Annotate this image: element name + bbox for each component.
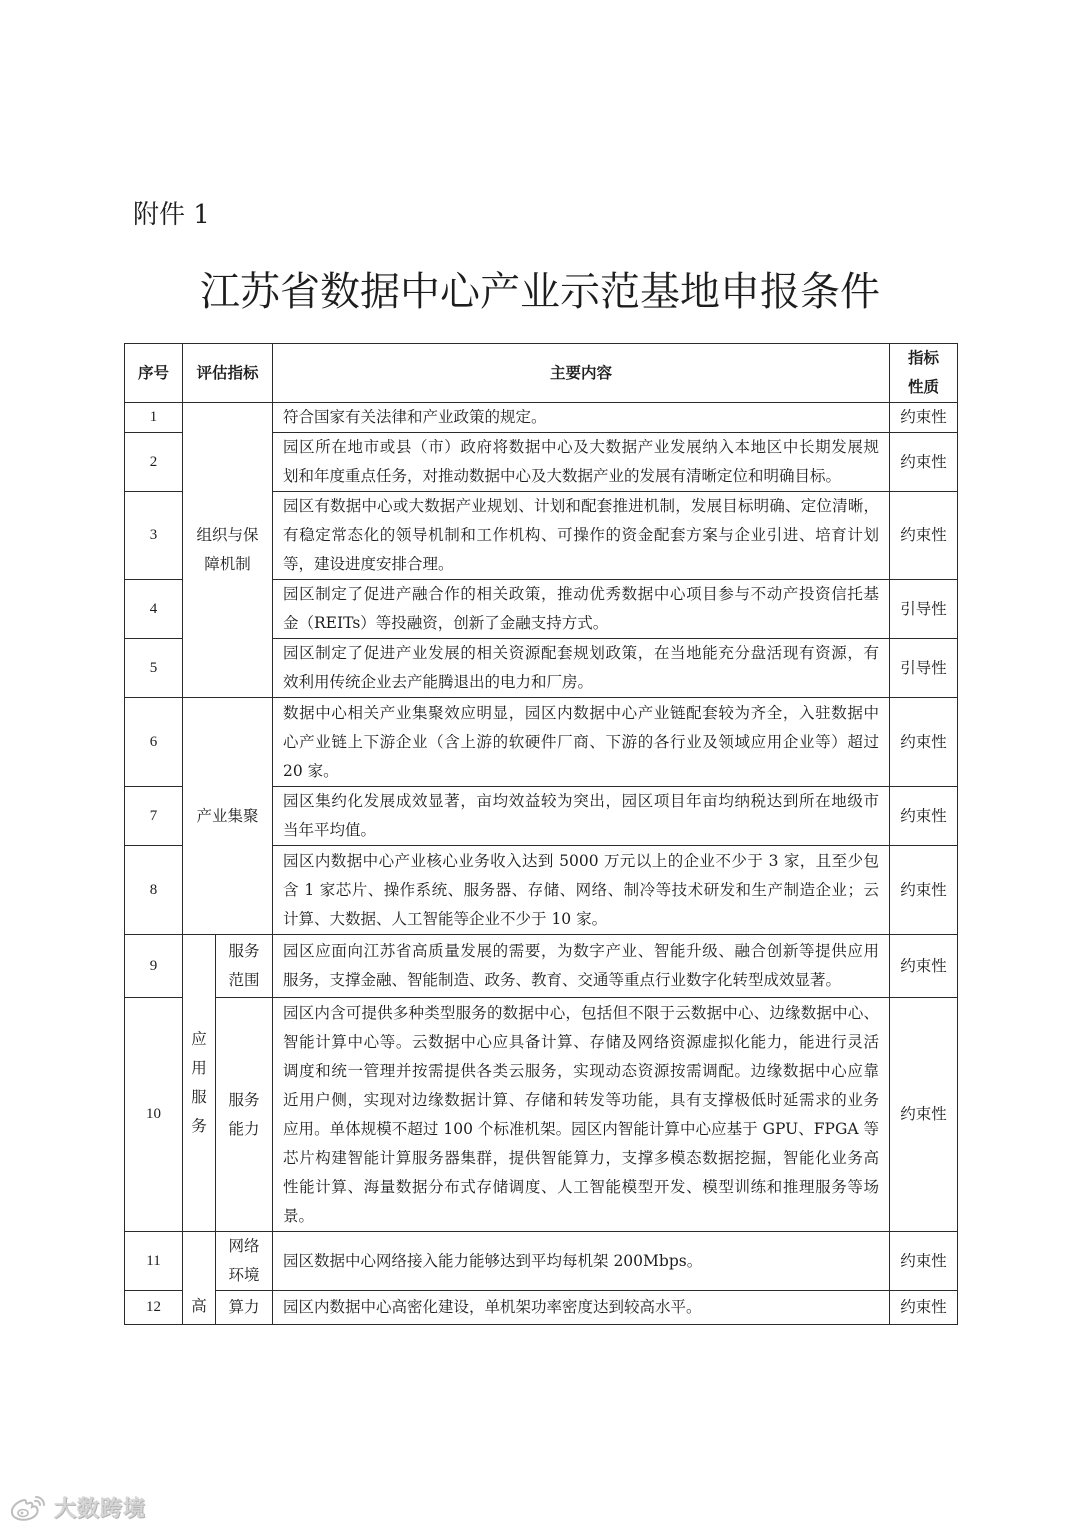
document-title: 江苏省数据中心产业示范基地申报条件: [200, 268, 880, 315]
row-nature: 约束性: [890, 698, 958, 787]
table-row: [125, 1232, 958, 1291]
content-line: 园区集约化发展成效显著，亩均效益较为突出，园区项目年亩均纳税达到所在地级市: [283, 792, 880, 810]
content-line: 芯片构建智能计算服务器集群，提供智能算力，支撑多模态数据挖掘，智能化业务高: [283, 1148, 880, 1167]
indicator-next-group-label: 高: [191, 1297, 207, 1315]
content-line: 应用。单体规模不超过 100 个标准机架。园区内智能计算中心应基于 GPU、FPGA 等: [283, 1119, 880, 1138]
row-number: 11: [125, 1232, 183, 1291]
row-content: [273, 433, 890, 492]
content-line: 园区有数据中心或大数据产业规划、计划和配套推进机制，发展目标明确、定位清晰，: [283, 497, 880, 515]
content-line: 园区制定了促进产融合作的相关政策，推动优秀数据中心项目参与不动产投资信托基: [283, 585, 880, 603]
row-nature: 约束性: [890, 433, 958, 492]
row-content: [273, 846, 890, 935]
row-content: [273, 639, 890, 698]
content-line: 园区制定了促进产业发展的相关资源配套规划政策，在当地能充分盘活现有资源，有: [283, 644, 880, 662]
row-nature: 约束性: [890, 492, 958, 580]
sub-indicator-label: 服务范围: [228, 942, 260, 989]
content-line: 金（REITs）等投融资，创新了金融支持方式。: [283, 614, 609, 632]
content-line: 20 家。: [283, 761, 339, 780]
header-no: 序号: [125, 344, 183, 403]
indicator-next-group: [183, 1232, 216, 1325]
row-number: 2: [125, 433, 183, 492]
row-content: [273, 492, 890, 580]
row-nature: 约束性: [890, 1291, 958, 1325]
content-line: 智能计算中心等。云数据中心应具备计算、存储及网络资源虚拟化能力，能进行灵活: [283, 1032, 880, 1051]
content-line: 调度和统一管理并按需提供各类云服务，实现动态资源按需调配。边缘数据中心应靠: [283, 1061, 880, 1080]
row-number: 8: [125, 846, 183, 935]
header-nature-label: 指标性质: [908, 349, 940, 396]
row-nature: 引导性: [890, 580, 958, 639]
header-indicator: 评估指标: [183, 344, 273, 403]
row-content: [273, 787, 890, 846]
indicator-cluster-label: 产业集聚: [196, 806, 259, 825]
table-row: [125, 998, 958, 1232]
content-line: 园区所在地市或县（市）政府将数据中心及大数据产业发展纳入本地区中长期发展规: [283, 438, 880, 456]
row-content: [273, 935, 890, 998]
row-content: [273, 698, 890, 787]
watermark: [8, 1490, 146, 1524]
content-line: 心产业链上下游企业（含上游的软硬件厂商、下游的各行业及领域应用企业等）超过: [283, 732, 880, 751]
row-content: [273, 998, 890, 1232]
table-header-row: [125, 344, 958, 403]
content-line: 园区内数据中心产业核心业务收入达到 5000 万元以上的企业不少于 3 家，且至少包: [283, 851, 880, 870]
content-line: 景。: [283, 1206, 315, 1225]
row-nature: 约束性: [890, 935, 958, 998]
indicator-organization: [183, 403, 273, 698]
content-line: 园区内数据中心高密化建设，单机架功率密度达到较高水平。: [283, 1298, 702, 1316]
content-line: 数据中心相关产业集聚效应明显，园区内数据中心产业链配套较为齐全，入驻数据中: [283, 703, 880, 722]
table-row: [125, 698, 958, 787]
row-number: 6: [125, 698, 183, 787]
header-nature: [890, 344, 958, 403]
sub-indicator-label: 网络环境: [228, 1237, 260, 1284]
requirements-table: [124, 343, 958, 1325]
content-line: 有稳定常态化的领导机制和工作机构、可操作的资金配套方案与企业引进、培育计划: [283, 526, 880, 544]
content-line: 近用户侧，实现对边缘数据计算、存储和转发等功能，具有支撑极低时延需求的业务: [283, 1090, 880, 1109]
content-line: 当年平均值。: [283, 821, 377, 839]
row-content: [273, 1291, 890, 1325]
indicator-cluster: [183, 698, 273, 935]
row-nature: 约束性: [890, 998, 958, 1232]
row-nature: 约束性: [890, 1232, 958, 1291]
row-number: 9: [125, 935, 183, 998]
content-line: 效利用传统企业去产能腾退出的电力和厂房。: [283, 673, 594, 691]
header-content: 主要内容: [273, 344, 890, 403]
row-number: 12: [125, 1291, 183, 1325]
table-row: [125, 403, 958, 433]
content-line: 符合国家有关法律和产业政策的规定。: [283, 408, 547, 426]
sub-indicator: [216, 998, 273, 1232]
table-row: [125, 1291, 958, 1325]
row-nature: 约束性: [890, 787, 958, 846]
content-line: 性能计算、海量数据分布式存储调度、人工智能模型开发、模型训练和推理服务等场: [283, 1177, 880, 1196]
attachment-label: 附件 1: [133, 200, 210, 230]
content-line: 服务，支撑金融、智能制造、政务、教育、交通等重点行业数字化转型成效显著。: [283, 971, 842, 989]
sub-indicator: [216, 935, 273, 998]
row-number: 7: [125, 787, 183, 846]
row-nature: 约束性: [890, 846, 958, 935]
content-line: 园区内含可提供多种类型服务的数据中心，包括但不限于云数据中心、边缘数据中心、: [283, 1003, 880, 1022]
indicator-application: [183, 935, 216, 1232]
row-content: [273, 403, 890, 433]
content-line: 园区数据中心网络接入能力能够达到平均每机架 200Mbps。: [283, 1251, 703, 1270]
row-nature: 引导性: [890, 639, 958, 698]
indicator-application-label: 应用服务: [191, 1030, 207, 1135]
watermark-text: 大数跨境: [54, 1496, 147, 1522]
sub-indicator-label: 算力: [228, 1298, 260, 1316]
sub-indicator: [216, 1291, 273, 1325]
row-number: 10: [125, 998, 183, 1232]
content-line: 园区应面向江苏省高质量发展的需要，为数字产业、智能升级、融合创新等提供应用: [283, 942, 880, 960]
sub-indicator: [216, 1232, 273, 1291]
row-nature: 约束性: [890, 403, 958, 433]
row-content: [273, 580, 890, 639]
row-content: [273, 1232, 890, 1291]
row-number: 3: [125, 492, 183, 580]
row-number: 1: [125, 403, 183, 433]
row-number: 4: [125, 580, 183, 639]
content-line: 含 1 家芯片、操作系统、服务器、存储、网络、制冷等技术研发和生产制造企业；云: [283, 880, 880, 899]
row-number: 5: [125, 639, 183, 698]
watermark-logo-icon: [8, 1492, 48, 1522]
indicator-organization-label: 组织与保障机制: [196, 526, 259, 573]
sub-indicator-label: 服务能力: [228, 1090, 260, 1138]
content-line: 划和年度重点任务，对推动数据中心及大数据产业的发展有清晰定位和明确目标。: [283, 467, 842, 485]
content-line: 等，建设进度安排合理。: [283, 555, 454, 573]
table-row: [125, 935, 958, 998]
content-line: 计算、大数据、人工智能等企业不少于 10 家。: [283, 909, 608, 928]
